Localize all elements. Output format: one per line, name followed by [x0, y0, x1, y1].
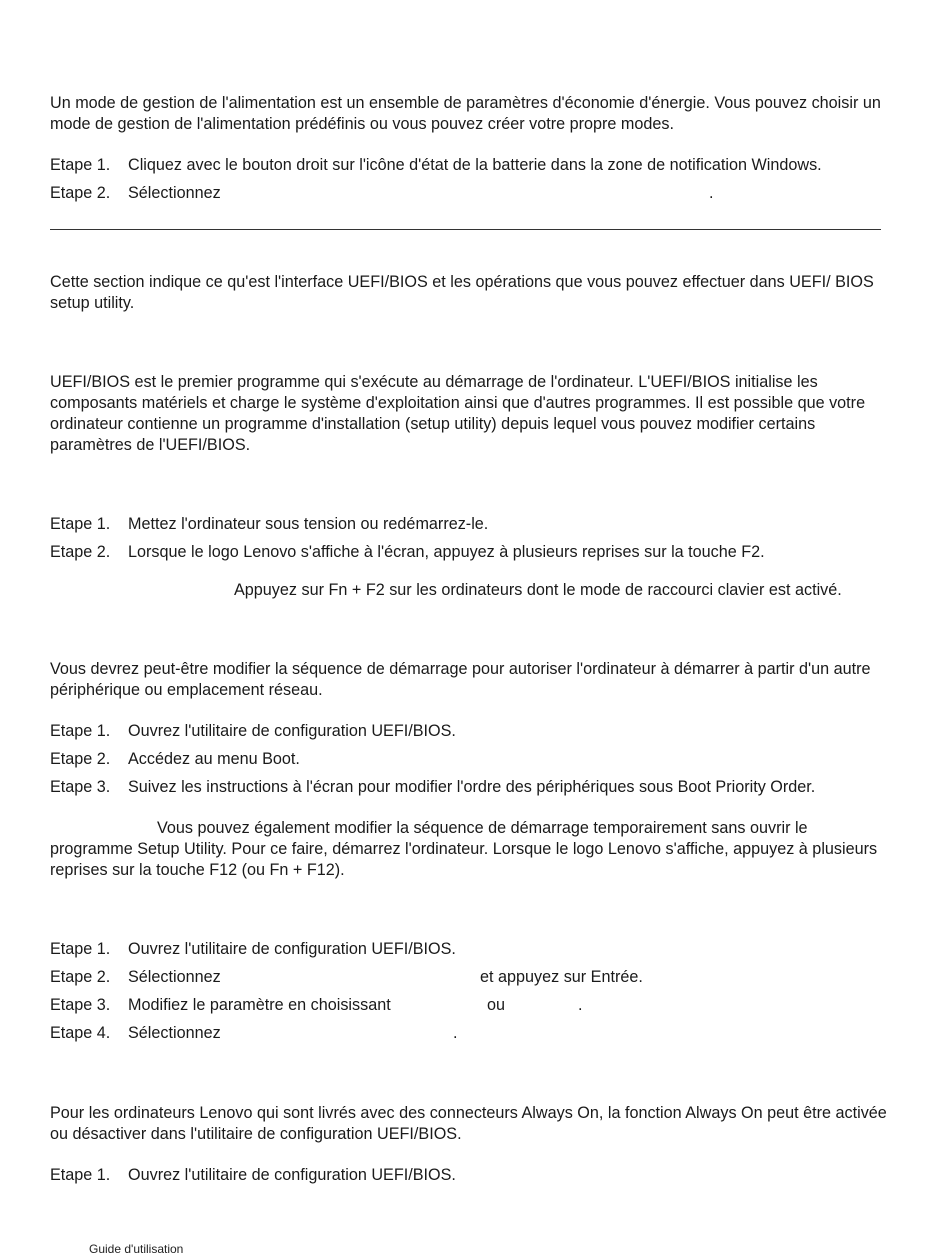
- step-number: Etape 4.: [50, 1024, 111, 1042]
- step-number: Etape 3.: [50, 996, 111, 1014]
- enter-bios-step-1: [50, 514, 910, 535]
- boot-note-rest: programme Setup Utility. Pour ce faire, démarrez l'ordinateur. Lorsque le logo Lenovo s'affiche, appuyez à plusieurs reprises sur la touche F12 (ou Fn + F12).: [50, 840, 878, 879]
- setting-step-1: [50, 939, 910, 960]
- step-tail: .: [578, 996, 583, 1014]
- step-number: Etape 1.: [50, 515, 111, 533]
- step-number: Etape 2.: [50, 184, 111, 202]
- step-number: Etape 2.: [50, 750, 111, 768]
- step-text: Cliquez avec le bouton droit sur l'icône d'état de la batterie dans la zone de notification Windows.: [128, 156, 822, 174]
- step-text: Lorsque le logo Lenovo s'affiche à l'écran, appuyez à plusieurs reprises sur la touche F2.: [128, 543, 765, 561]
- step-number: Etape 2.: [50, 968, 111, 986]
- step-text: Modifiez le paramètre en choisissant: [128, 996, 391, 1014]
- boot-sequence-intro: Vous devrez peut-être modifier la séquence de démarrage pour autoriser l'ordinateur à démarrer à partir d'un autre périphérique ou emplacement réseau.: [50, 660, 871, 699]
- section-divider: [50, 229, 881, 230]
- step-text: Ouvrez l'utilitaire de configuration UEFI/BIOS.: [128, 940, 456, 958]
- boot-sequence-step-1: [50, 721, 910, 742]
- power-plan-intro: Un mode de gestion de l'alimentation est un ensemble de paramètres d'économie d'énergie. Vous pouvez choisir un mode de gestion de l'alimentation prédéfinis ou vous pouvez créer votre propre modes.: [50, 94, 881, 133]
- step-tail: .: [453, 1024, 458, 1042]
- step-text: Ouvrez l'utilitaire de configuration UEFI/BIOS.: [128, 1166, 456, 1184]
- step-mid: ou: [487, 996, 506, 1014]
- enter-bios-step-2: [50, 542, 910, 563]
- step-tail: .: [709, 184, 714, 202]
- step-text: Mettez l'ordinateur sous tension ou redémarrez-le.: [128, 515, 489, 533]
- power-plan-step-2: [50, 183, 910, 204]
- step-number: Etape 1.: [50, 1166, 111, 1184]
- step-number: Etape 3.: [50, 778, 111, 796]
- step-number: Etape 1.: [50, 722, 111, 740]
- step-text: Accédez au menu Boot.: [128, 750, 300, 768]
- step-tail: et appuyez sur Entrée.: [480, 968, 643, 986]
- hotkey-note: Appuyez sur Fn + F2 sur les ordinateurs dont le mode de raccourci clavier est activé.: [234, 581, 842, 599]
- power-plan-step-1: [50, 155, 910, 176]
- step-text: Sélectionnez: [128, 968, 221, 986]
- step-number: Etape 2.: [50, 543, 111, 561]
- setting-step-3: [50, 995, 910, 1016]
- step-number: Etape 1.: [50, 156, 111, 174]
- step-text: Suivez les instructions à l'écran pour modifier l'ordre des périphériques sous Boot Priority Order.: [128, 778, 816, 796]
- page-footer: Guide d'utilisation: [89, 1242, 184, 1256]
- step-number: Etape 1.: [50, 940, 111, 958]
- uefi-section-intro: Cette section indique ce qu'est l'interface UEFI/BIOS et les opérations que vous pouvez effectuer dans UEFI/ BIOS setup utility.: [50, 273, 874, 312]
- boot-note-line-1: Vous pouvez également modifier la séquence de démarrage temporairement sans ouvrir le: [157, 819, 808, 837]
- boot-sequence-step-2: [50, 749, 910, 770]
- step-text: Ouvrez l'utilitaire de configuration UEFI/BIOS.: [128, 722, 456, 740]
- step-text: Sélectionnez: [128, 184, 221, 202]
- always-on-intro: Pour les ordinateurs Lenovo qui sont livrés avec des connecteurs Always On, la fonction Always On peut être activée ou désactiver dans l'utilitaire de configuration UEFI/BIOS.: [50, 1104, 887, 1143]
- step-text: Sélectionnez: [128, 1024, 221, 1042]
- setting-step-4: [50, 1023, 910, 1044]
- uefi-description: UEFI/BIOS est le premier programme qui s'exécute au démarrage de l'ordinateur. L'UEFI/BIOS initialise les composants matériels et charge le système d'exploitation ainsi que d'autres programmes. Il est possible que votre ordinateur contienne un programme d'installation (setup utility) depuis lequel vous pouvez modifier certains paramètres de l'UEFI/BIOS.: [50, 373, 866, 454]
- boot-sequence-step-3: [50, 777, 910, 798]
- always-on-step-1: [50, 1165, 910, 1186]
